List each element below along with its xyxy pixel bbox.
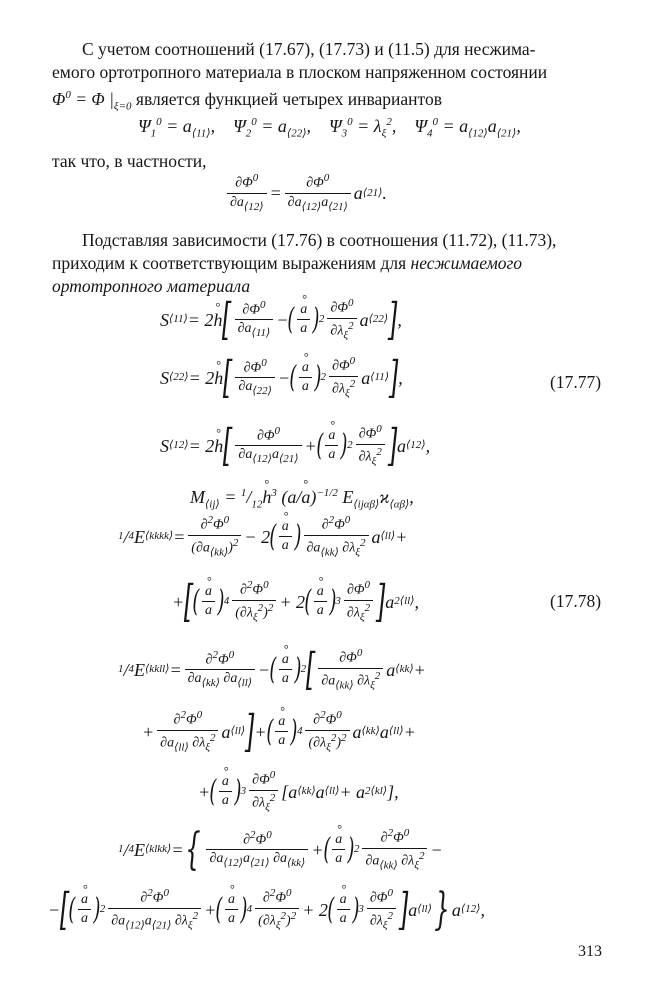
equation-number-17-78: (17.78) (550, 591, 602, 611)
equation-S12: S ⟨12⟩ = 2 ° h [ $\frac{\partial\Phi^0}{\partial a_{⟨12⟩}a_{⟨21⟩}}$ + ( ° $\frac{a}{a}$ ) 2 $\frac{\partial\Phi^0}{\partial\lambda_\xi^2}$ ] a ⟨12⟩ , (160, 424, 430, 467)
substituting-line-3: ортотропного материала (52, 276, 251, 296)
equation-S22: S ⟨22⟩ = 2 ° h [ $\frac{\partial\Phi^0}{\partial a_{⟨22⟩}}$ − ( ° $\frac{a}{a}$ ) 2 $\frac{\partial\Phi^0}{\partial\lambda_\xi^2}$ a ⟨11⟩ ] , (160, 356, 403, 399)
equation-E-kkll-line-3: + ( ° $\frac{a}{a}$ ) 3 $\frac{\partial\Phi^0}{\partial\lambda_\xi^2}$ [a ⟨kk⟩ a ⟨ll⟩ + a 2 ⟨kl⟩ ], (198, 770, 399, 813)
intro-line-2: емого ортотропного материала в плоском напряженном состоянии (52, 62, 548, 82)
substituting-paragraph (52, 229, 608, 298)
substituting-line-1: Подставляя зависимости (17.76) в соотношения (11.72), (11.73), (82, 230, 557, 250)
equation-E-kkkk-line-1: 1 / 4 E ⟨kkkk⟩ = $\frac{\partial^2\Phi^0}{(\partial a_{⟨kk⟩})^2}$ − 2 ( ° $\frac{a}{a}$ ) $\frac{\partial^2\Phi^0}{\partial a_{⟨kk⟩} \partial\lambda_\xi^2}$ a ⟨ll⟩ + (118, 515, 407, 558)
invariants-equation: $\Psi_1^0 = a_{⟨11⟩}$, $\Psi_2^0 = a_{⟨22⟩}$, $\Psi_3^0 = \lambda_\xi^2$, $\Psi_4^0 = a_{⟨12⟩}a_{⟨21⟩}$, (138, 116, 521, 140)
so-that-paragraph (52, 150, 608, 173)
page-number: 313 (578, 943, 602, 960)
intro-paragraph (52, 38, 608, 118)
phi-zero-formula: $\Phi^0 = \Phi$ $|_{\xi=0}$ (52, 88, 132, 113)
equation-E-kkll-line-1: 1 / 4 E ⟨kkll⟩ = $\frac{\partial^2\Phi^0}{\partial a_{⟨kk⟩} \partial a_{⟨ll⟩}}$ − ( ° $\frac{a}{a}$ ) 2 [ $\frac{\partial\Phi^0}{\partial a_{⟨kk⟩} \partial\lambda_\xi^2}$ a ⟨kk⟩ + (118, 648, 426, 691)
equation-E-klkk-line-1: 1 / 4 E ⟨klkk⟩ = { $\frac{\partial^2\Phi^0}{\partial a_{⟨12⟩}a_{⟨21⟩} \partial a_{⟨kk⟩}}$ + ( ° $\frac{a}{a}$ ) 2 $\frac{\partial^2\Phi^0}{\partial a_{⟨kk⟩} \partial\lambda_\xi^2}$ − (118, 828, 443, 871)
equation-E-klkk-line-2: − [ ( ° $\frac{a}{a}$ ) 2 $\frac{\partial^2\Phi^0}{\partial a_{⟨12⟩}a_{⟨21⟩} \partial\lambda_\xi^2}$ + ( ° $\frac{a}{a}$ ) 4 $\frac{\partial^2\Phi^0}{(\partial\lambda_\xi^2)^2}$ + 2 ( ° $\frac{a}{a}$ ) 3 $\frac{\partial\Phi^0}{\partial\lambda_\xi^2}$ ] a ⟨ll⟩ } a ⟨12⟩ , (48, 888, 485, 931)
so-that-line: так что, в частности, (52, 151, 207, 171)
equation-E-kkkk-line-2: + [ ( ° $\frac{a}{a}$ ) 4 $\frac{\partial^2\Phi^0}{(\partial\lambda_\xi^2)^2}$ + 2 ( ° $\frac{a}{a}$ ) 3 $\frac{\partial\Phi^0}{\partial\lambda_\xi^2}$ ] a 2 ⟨ll⟩ , (172, 580, 419, 623)
intro-line-3 (52, 84, 608, 118)
intro-line-3-text: является функцией четырех инвариантов (135, 88, 442, 109)
equation-M: $M_{⟨ij⟩} = ^1/_{12}^\circ$ $h^3$ (a/° a)$^{-1/2}$ $E_{⟨ij\alpha\beta⟩}ϰ_{⟨\alpha\beta⟩}$, (190, 488, 414, 511)
derivative-relation-equation: $\frac{\partial\Phi^0}{\partial a_{⟨12⟩}}$ = $\frac{\partial\Phi^0}{\partial a_{⟨12⟩}a_{⟨21⟩}}$ a ⟨21⟩ . (224, 172, 387, 213)
substituting-line-2: приходим к соответствующим выражениям для несжимаемого (52, 253, 523, 273)
intro-line-1: С учетом соотношений (17.67), (17.73) и (11.5) для несжима- (82, 39, 536, 59)
equation-E-kkll-line-2: + $\frac{\partial^2\Phi^0}{\partial a_{⟨ll⟩} \partial\lambda_\xi^2}$ a ⟨ll⟩ ] + ( ° $\frac{a}{a}$ ) 4 $\frac{\partial^2\Phi^0}{(\partial\lambda_\xi^2)^2}$ a ⟨kk⟩ a ⟨ll⟩ + (142, 710, 416, 753)
equation-number-17-77: (17.77) (550, 372, 602, 392)
equation-S11: S ⟨11⟩ = 2 ° h [ $\frac{\partial\Phi^0}{\partial a_{⟨11⟩}}$ − ( ° $\frac{a}{a}$ ) 2 $\frac{\partial\Phi^0}{\partial\lambda_\xi^2}$ a ⟨22⟩ ] , (160, 298, 402, 341)
